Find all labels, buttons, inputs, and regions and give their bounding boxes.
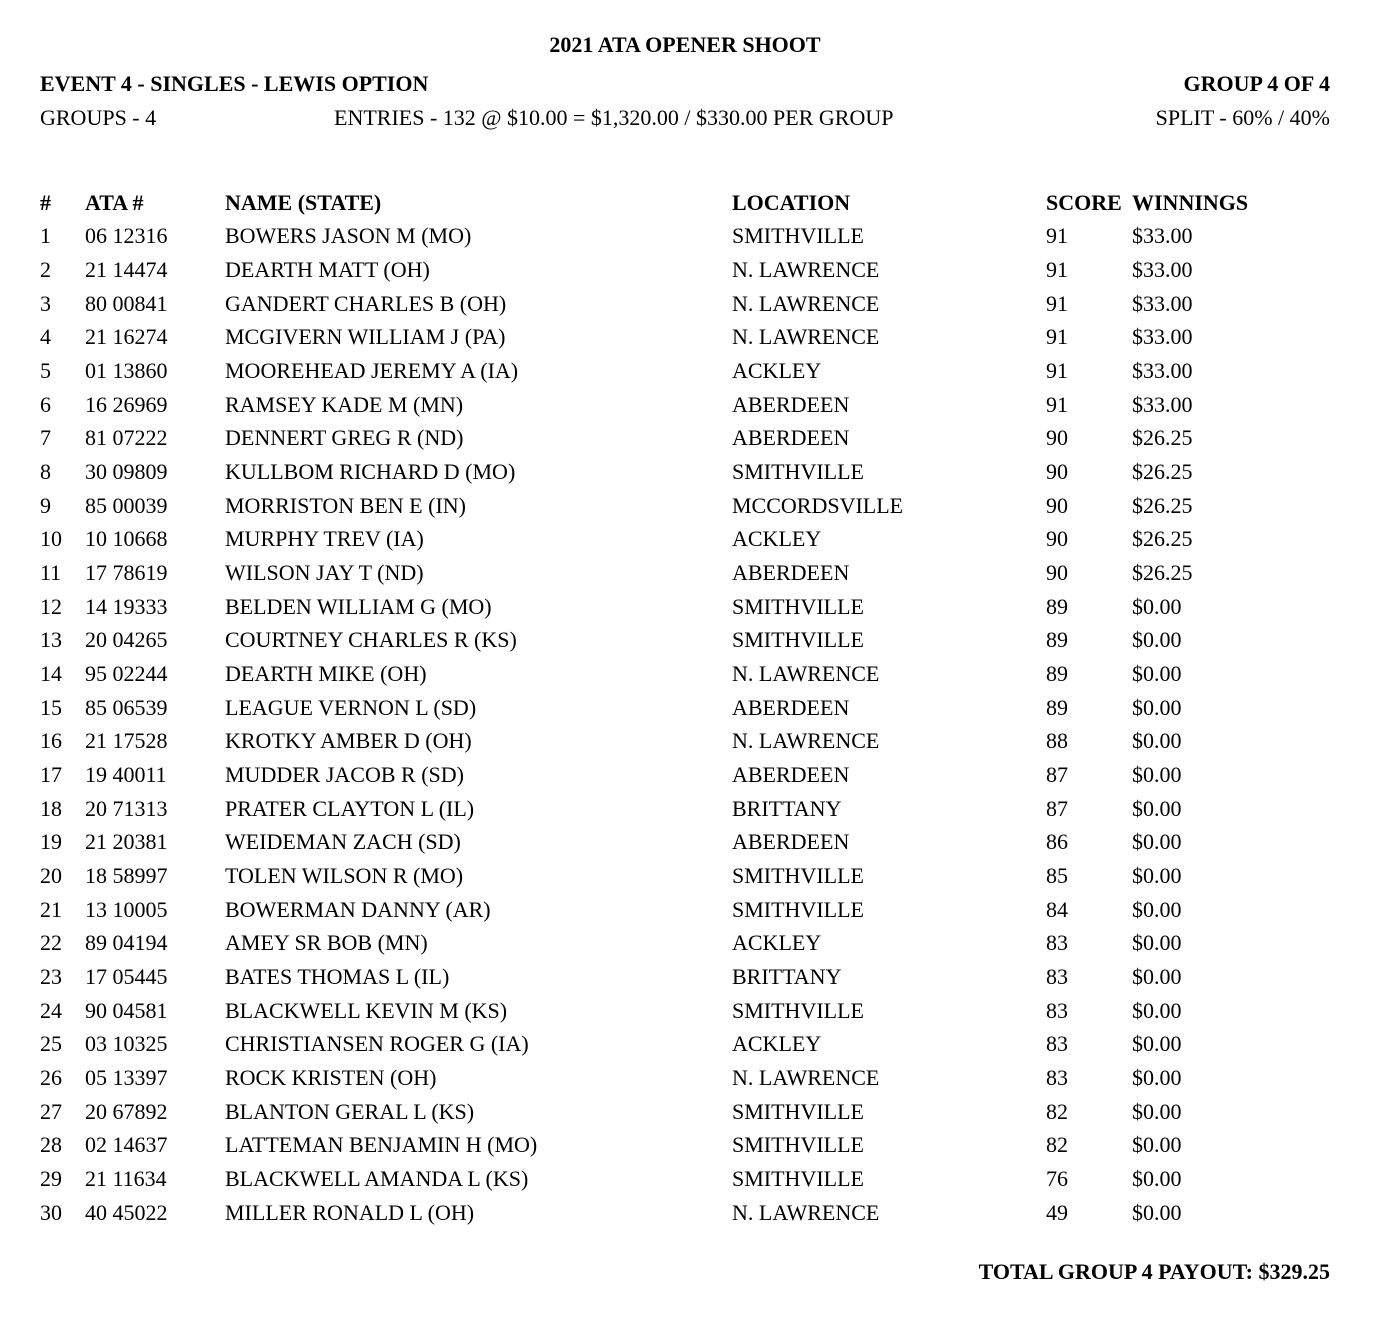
cell-location: N. LAWRENCE [732, 1199, 880, 1225]
cell-location: ABERDEEN [732, 761, 850, 787]
cell-location: SMITHVILLE [732, 223, 864, 249]
cell-ata-number: 40 45022 [85, 1199, 168, 1225]
cell-score: 91 [1046, 290, 1068, 316]
cell-rank: 23 [40, 963, 62, 989]
table-row [40, 321, 1330, 355]
cell-score: 83 [1046, 997, 1068, 1023]
cell-name: COURTNEY CHARLES R (KS) [225, 627, 517, 653]
cell-rank: 22 [40, 930, 62, 956]
cell-ata-number: 21 17528 [85, 728, 168, 754]
cell-ata-number: 21 11634 [85, 1165, 167, 1191]
cell-rank: 3 [40, 290, 51, 316]
cell-rank: 9 [40, 492, 51, 518]
cell-location: ABERDEEN [732, 829, 850, 855]
table-row [40, 455, 1330, 489]
cell-score: 90 [1046, 459, 1068, 485]
cell-score: 91 [1046, 223, 1068, 249]
cell-ata-number: 90 04581 [85, 997, 168, 1023]
cell-ata-number: 21 20381 [85, 829, 168, 855]
table-row [40, 287, 1330, 321]
table-row [40, 590, 1330, 624]
cell-winnings: $0.00 [1132, 661, 1182, 687]
cell-score: 84 [1046, 896, 1068, 922]
results-table [40, 186, 1330, 1229]
cell-winnings: $0.00 [1132, 627, 1182, 653]
cell-location: ABERDEEN [732, 560, 850, 586]
cell-name: BOWERMAN DANNY (AR) [225, 896, 491, 922]
cell-score: 89 [1046, 694, 1068, 720]
table-row [40, 253, 1330, 287]
event-info-row [40, 105, 1330, 130]
cell-location: ACKLEY [732, 930, 822, 956]
column-header-ata: ATA # [85, 189, 144, 215]
cell-ata-number: 85 00039 [85, 492, 168, 518]
cell-rank: 1 [40, 223, 51, 249]
cell-rank: 8 [40, 459, 51, 485]
cell-rank: 10 [40, 526, 62, 552]
cell-score: 88 [1046, 728, 1068, 754]
cell-winnings: $0.00 [1132, 795, 1182, 821]
cell-score: 91 [1046, 391, 1068, 417]
cell-score: 87 [1046, 761, 1068, 787]
cell-winnings: $26.25 [1132, 492, 1193, 518]
table-row [40, 388, 1330, 422]
cell-ata-number: 02 14637 [85, 1132, 168, 1158]
column-header-rank: # [40, 189, 51, 215]
cell-location: SMITHVILLE [732, 1132, 864, 1158]
cell-score: 83 [1046, 1031, 1068, 1057]
entries-summary: ENTRIES - 132 @ $10.00 = $1,320.00 / $330.00 PER GROUP [334, 105, 894, 130]
column-header-location: LOCATION [732, 189, 851, 215]
cell-name: CHRISTIANSEN ROGER G (IA) [225, 1031, 529, 1057]
cell-score: 89 [1046, 661, 1068, 687]
cell-score: 83 [1046, 930, 1068, 956]
cell-rank: 5 [40, 358, 51, 384]
cell-score: 91 [1046, 358, 1068, 384]
cell-score: 83 [1046, 963, 1068, 989]
cell-ata-number: 19 40011 [85, 761, 167, 787]
table-header-row [40, 186, 1330, 220]
cell-score: 90 [1046, 560, 1068, 586]
cell-score: 82 [1046, 1098, 1068, 1124]
cell-ata-number: 10 10668 [85, 526, 168, 552]
cell-name: ROCK KRISTEN (OH) [225, 1064, 437, 1090]
cell-name: TOLEN WILSON R (MO) [225, 862, 464, 888]
table-row [40, 825, 1330, 859]
cell-ata-number: 81 07222 [85, 425, 168, 451]
cell-ata-number: 14 19333 [85, 593, 168, 619]
cell-ata-number: 03 10325 [85, 1031, 168, 1057]
cell-location: MCCORDSVILLE [732, 492, 904, 518]
cell-ata-number: 17 05445 [85, 963, 168, 989]
cell-ata-number: 05 13397 [85, 1064, 168, 1090]
cell-name: BLANTON GERAL L (KS) [225, 1098, 475, 1124]
table-row [40, 691, 1330, 725]
cell-score: 86 [1046, 829, 1068, 855]
table-row [40, 1095, 1330, 1129]
cell-winnings: $0.00 [1132, 761, 1182, 787]
cell-location: SMITHVILLE [732, 862, 864, 888]
cell-winnings: $33.00 [1132, 223, 1193, 249]
cell-ata-number: 85 06539 [85, 694, 168, 720]
cell-winnings: $0.00 [1132, 896, 1182, 922]
cell-winnings: $33.00 [1132, 290, 1193, 316]
cell-name: GANDERT CHARLES B (OH) [225, 290, 507, 316]
table-row [40, 220, 1330, 254]
table-row [40, 523, 1330, 557]
table-row [40, 422, 1330, 456]
cell-rank: 4 [40, 324, 51, 350]
cell-ata-number: 06 12316 [85, 223, 168, 249]
cell-name: RAMSEY KADE M (MN) [225, 391, 464, 417]
cell-winnings: $33.00 [1132, 358, 1193, 384]
cell-location: SMITHVILLE [732, 593, 864, 619]
cell-location: ACKLEY [732, 526, 822, 552]
cell-location: SMITHVILLE [732, 1098, 864, 1124]
cell-name: MORRISTON BEN E (IN) [225, 492, 466, 518]
report-title: 2021 ATA OPENER SHOOT [549, 32, 821, 57]
cell-rank: 12 [40, 593, 62, 619]
cell-score: 90 [1046, 425, 1068, 451]
cell-winnings: $0.00 [1132, 1098, 1182, 1124]
cell-score: 49 [1046, 1199, 1068, 1225]
cell-location: SMITHVILLE [732, 627, 864, 653]
cell-rank: 15 [40, 694, 62, 720]
table-row [40, 960, 1330, 994]
cell-name: KULLBOM RICHARD D (MO) [225, 459, 516, 485]
cell-winnings: $0.00 [1132, 1165, 1182, 1191]
cell-rank: 21 [40, 896, 62, 922]
cell-location: BRITTANY [732, 963, 842, 989]
cell-score: 87 [1046, 795, 1068, 821]
groups-count: GROUPS - 4 [40, 105, 157, 130]
cell-rank: 7 [40, 425, 51, 451]
cell-rank: 20 [40, 862, 62, 888]
cell-winnings: $26.25 [1132, 425, 1193, 451]
cell-name: BELDEN WILLIAM G (MO) [225, 593, 492, 619]
cell-location: SMITHVILLE [732, 997, 864, 1023]
cell-location: ACKLEY [732, 358, 822, 384]
cell-score: 91 [1046, 324, 1068, 350]
table-row [40, 1162, 1330, 1196]
cell-winnings: $33.00 [1132, 391, 1193, 417]
column-header-score: SCORE [1046, 189, 1122, 215]
cell-winnings: $33.00 [1132, 257, 1193, 283]
cell-name: PRATER CLAYTON L (IL) [225, 795, 475, 821]
cell-winnings: $0.00 [1132, 829, 1182, 855]
cell-winnings: $0.00 [1132, 930, 1182, 956]
table-row [40, 1027, 1330, 1061]
cell-ata-number: 01 13860 [85, 358, 168, 384]
cell-ata-number: 16 26969 [85, 391, 168, 417]
cell-score: 89 [1046, 593, 1068, 619]
cell-name: DEARTH MIKE (OH) [225, 661, 427, 687]
group-indicator: GROUP 4 OF 4 [1183, 71, 1330, 96]
cell-rank: 27 [40, 1098, 62, 1124]
cell-rank: 19 [40, 829, 62, 855]
table-row [40, 859, 1330, 893]
cell-winnings: $0.00 [1132, 728, 1182, 754]
column-header-winnings: WINNINGS [1132, 189, 1249, 215]
cell-rank: 17 [40, 761, 62, 787]
cell-rank: 28 [40, 1132, 62, 1158]
cell-ata-number: 20 67892 [85, 1098, 168, 1124]
cell-rank: 24 [40, 997, 62, 1023]
cell-winnings: $0.00 [1132, 694, 1182, 720]
cell-name: LEAGUE VERNON L (SD) [225, 694, 477, 720]
cell-ata-number: 17 78619 [85, 560, 168, 586]
cell-rank: 13 [40, 627, 62, 653]
total-payout: TOTAL GROUP 4 PAYOUT: $329.25 [978, 1259, 1330, 1285]
cell-score: 90 [1046, 492, 1068, 518]
cell-location: ABERDEEN [732, 425, 850, 451]
cell-name: KROTKY AMBER D (OH) [225, 728, 472, 754]
cell-rank: 2 [40, 257, 51, 283]
cell-score: 83 [1046, 1064, 1068, 1090]
cell-name: DENNERT GREG R (ND) [225, 425, 464, 451]
cell-location: ABERDEEN [732, 694, 850, 720]
cell-ata-number: 18 58997 [85, 862, 168, 888]
cell-rank: 11 [40, 560, 62, 586]
cell-winnings: $0.00 [1132, 593, 1182, 619]
cell-name: MILLER RONALD L (OH) [225, 1199, 475, 1225]
event-header-row [40, 71, 1330, 96]
cell-rank: 30 [40, 1199, 62, 1225]
cell-location: N. LAWRENCE [732, 661, 880, 687]
table-row [40, 893, 1330, 927]
cell-location: BRITTANY [732, 795, 842, 821]
cell-name: LATTEMAN BENJAMIN H (MO) [225, 1132, 538, 1158]
table-row [40, 354, 1330, 388]
cell-score: 76 [1046, 1165, 1068, 1191]
cell-winnings: $0.00 [1132, 862, 1182, 888]
table-row [40, 1128, 1330, 1162]
cell-name: AMEY SR BOB (MN) [225, 930, 428, 956]
cell-winnings: $33.00 [1132, 324, 1193, 350]
cell-winnings: $0.00 [1132, 1064, 1182, 1090]
cell-location: SMITHVILLE [732, 459, 864, 485]
cell-ata-number: 13 10005 [85, 896, 168, 922]
cell-rank: 26 [40, 1064, 62, 1090]
cell-winnings: $0.00 [1132, 963, 1182, 989]
cell-score: 90 [1046, 526, 1068, 552]
table-row [40, 556, 1330, 590]
cell-name: BLACKWELL KEVIN M (KS) [225, 997, 508, 1023]
table-row [40, 489, 1330, 523]
cell-rank: 14 [40, 661, 62, 687]
cell-name: BLACKWELL AMANDA L (KS) [225, 1165, 529, 1191]
table-row [40, 1196, 1330, 1230]
table-row [40, 725, 1330, 759]
cell-name: MOOREHEAD JEREMY A (IA) [225, 358, 519, 384]
cell-location: N. LAWRENCE [732, 257, 880, 283]
cell-location: SMITHVILLE [732, 1165, 864, 1191]
table-row [40, 1061, 1330, 1095]
cell-name: DEARTH MATT (OH) [225, 257, 430, 283]
cell-winnings: $26.25 [1132, 459, 1193, 485]
cell-rank: 16 [40, 728, 62, 754]
cell-winnings: $0.00 [1132, 1132, 1182, 1158]
cell-winnings: $26.25 [1132, 560, 1193, 586]
cell-ata-number: 20 71313 [85, 795, 168, 821]
cell-ata-number: 30 09809 [85, 459, 168, 485]
table-row [40, 994, 1330, 1028]
cell-location: ACKLEY [732, 1031, 822, 1057]
cell-name: WILSON JAY T (ND) [225, 560, 424, 586]
cell-location: N. LAWRENCE [732, 1064, 880, 1090]
table-row [40, 792, 1330, 826]
cell-winnings: $0.00 [1132, 997, 1182, 1023]
column-header-name: NAME (STATE) [225, 189, 382, 215]
cell-location: SMITHVILLE [732, 896, 864, 922]
cell-name: BATES THOMAS L (IL) [225, 963, 450, 989]
cell-name: MUDDER JACOB R (SD) [225, 761, 464, 787]
cell-ata-number: 80 00841 [85, 290, 168, 316]
cell-ata-number: 20 04265 [85, 627, 168, 653]
cell-rank: 25 [40, 1031, 62, 1057]
event-name: EVENT 4 - SINGLES - LEWIS OPTION [40, 71, 429, 96]
cell-score: 82 [1046, 1132, 1068, 1158]
cell-ata-number: 95 02244 [85, 661, 168, 687]
cell-ata-number: 21 16274 [85, 324, 168, 350]
cell-name: MCGIVERN WILLIAM J (PA) [225, 324, 506, 350]
cell-location: N. LAWRENCE [732, 290, 880, 316]
cell-winnings: $0.00 [1132, 1199, 1182, 1225]
table-row [40, 624, 1330, 658]
table-row [40, 657, 1330, 691]
cell-location: ABERDEEN [732, 391, 850, 417]
table-row [40, 926, 1330, 960]
cell-score: 91 [1046, 257, 1068, 283]
cell-score: 85 [1046, 862, 1068, 888]
cell-winnings: $0.00 [1132, 1031, 1182, 1057]
cell-score: 89 [1046, 627, 1068, 653]
cell-location: N. LAWRENCE [732, 728, 880, 754]
cell-name: WEIDEMAN ZACH (SD) [225, 829, 461, 855]
split-percentages: SPLIT - 60% / 40% [1155, 105, 1330, 130]
cell-rank: 18 [40, 795, 62, 821]
cell-location: N. LAWRENCE [732, 324, 880, 350]
cell-winnings: $26.25 [1132, 526, 1193, 552]
cell-name: BOWERS JASON M (MO) [225, 223, 472, 249]
cell-name: MURPHY TREV (IA) [225, 526, 424, 552]
cell-ata-number: 21 14474 [85, 257, 168, 283]
table-row [40, 758, 1330, 792]
cell-rank: 29 [40, 1165, 62, 1191]
cell-ata-number: 89 04194 [85, 930, 168, 956]
cell-rank: 6 [40, 391, 51, 417]
